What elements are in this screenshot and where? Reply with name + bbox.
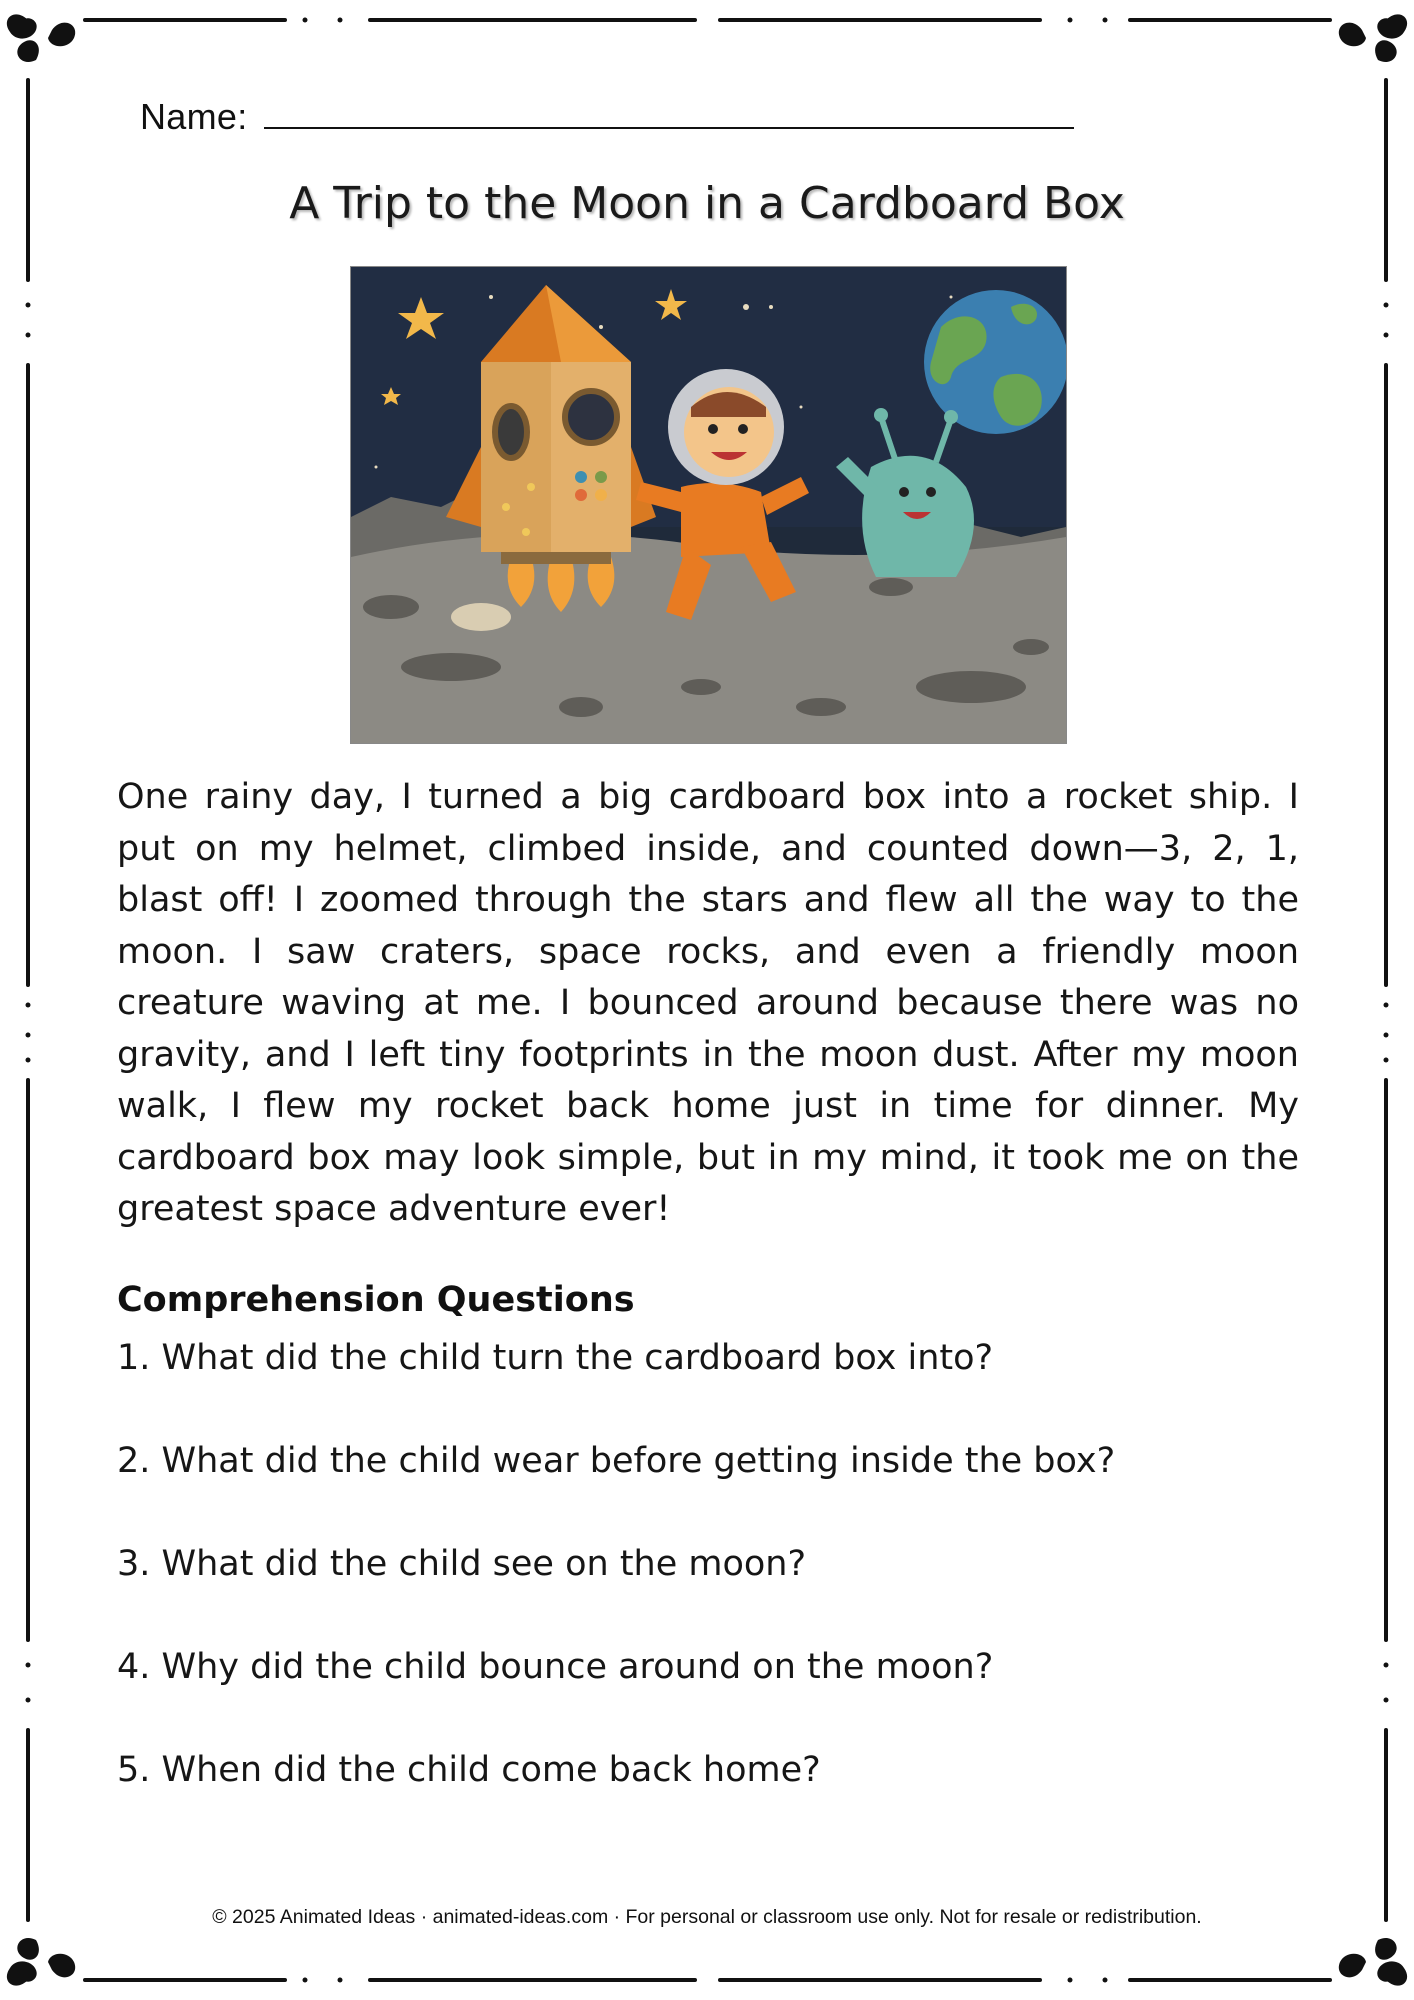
question-2: 2. What did the child wear before getting inside the box? — [117, 1441, 1116, 1481]
name-blank-line[interactable] — [264, 101, 1074, 129]
cardboard-rocket-moon-illustration — [350, 266, 1067, 744]
worksheet-title: A Trip to the Moon in a Cardboard Box — [289, 178, 1125, 229]
flourish-corner-icon — [7, 14, 75, 62]
question-3: 3. What did the child see on the moon? — [117, 1544, 807, 1584]
name-field[interactable] — [140, 96, 1074, 138]
question-1: 1. What did the child turn the cardboard box into? — [117, 1338, 994, 1378]
question-4: 4. Why did the child bounce around on the moon? — [117, 1647, 994, 1687]
question-5: 5. When did the child come back home? — [117, 1750, 821, 1790]
copyright-footer: © 2025 Animated Ideas · animated-ideas.com · For personal or classroom use only. Not for resale or redistribution. — [212, 1906, 1202, 1928]
name-label: Name: — [140, 96, 258, 137]
questions-heading: Comprehension Questions — [117, 1280, 635, 1320]
story-paragraph: One rainy day, I turned a big cardboard box into a rocket ship. I put on my helmet, climbed inside, and counted down—3, 2, 1, blast off! I zoomed through the stars and flew all the way to the moon. I saw craters, space rocks, and even a friendly moon creature waving at me. I bounced around because there was no gravity, and I left tiny footprints in the moon dust. After my moon walk, I flew my rocket back home just in time for dinner. My cardboard box may look simple, but in my mind, it took me on the greatest space adventure ever! — [117, 777, 1299, 1229]
